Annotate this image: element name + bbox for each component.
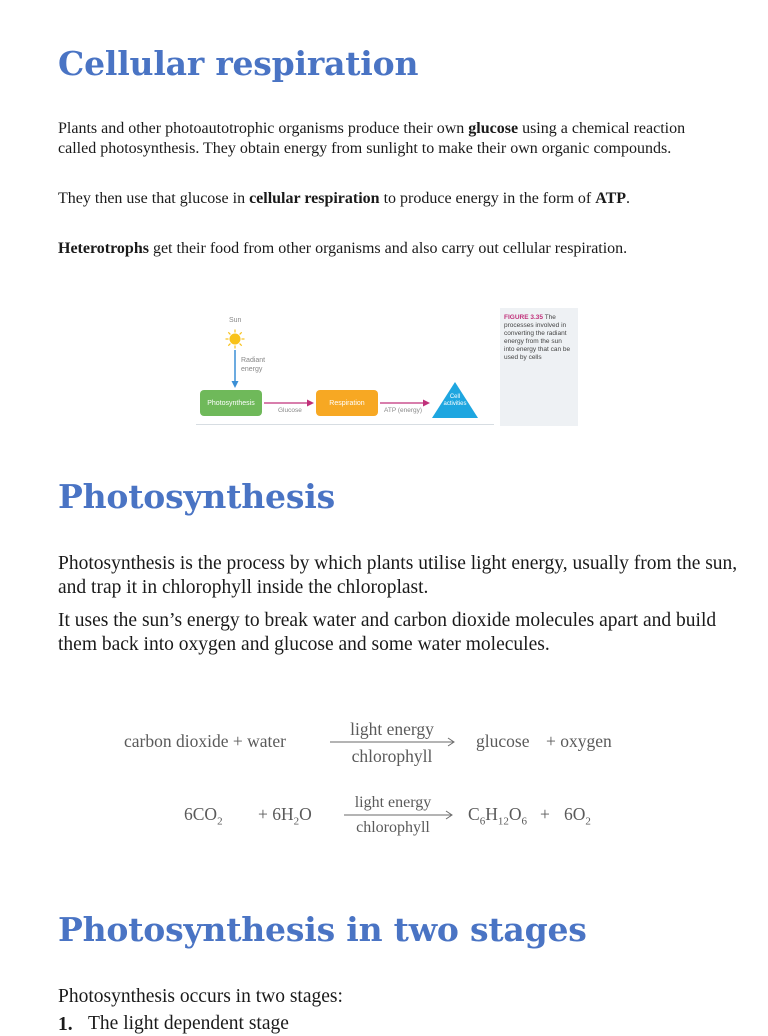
caption-text: The processes involved in converting the radiant energy from the sun into energy that can be used by cells: [504, 314, 571, 361]
text: H: [485, 804, 498, 824]
bold-atp: ATP: [595, 190, 627, 207]
heading-photosynthesis-two-stages: Photosynthesis in two stages: [58, 910, 587, 949]
glucose-label: Glucose: [278, 407, 302, 414]
cell-activities-label: [439, 394, 471, 408]
text: Plants and other photoautotrophic organisms produce their own: [58, 120, 469, 137]
chem-equation-o2: [564, 804, 591, 828]
subscript: 12: [497, 815, 509, 828]
paragraph-sun-energy: It uses the sun’s energy to break water and carbon dioxide molecules apart and build them back into oxygen and glucose and some water molecules.: [58, 610, 717, 655]
subscript: 2: [217, 815, 223, 828]
divider: [196, 424, 494, 425]
text: O: [508, 804, 522, 824]
heading-cellular-respiration: Cellular respiration: [58, 44, 419, 83]
word-equation-reactants: carbon dioxide + water: [124, 731, 286, 751]
photosynthesis-box: Photosynthesis: [200, 390, 262, 416]
sun-icon: [225, 329, 245, 349]
list-number: 1.: [58, 1014, 73, 1035]
respiration-box: Respiration: [316, 390, 378, 416]
text: 6CO: [184, 804, 218, 824]
subscript: 6: [479, 815, 486, 828]
subscript: 6: [521, 815, 527, 828]
chem-equation-condition-bottom: chlorophyll: [356, 819, 430, 836]
heading-photosynthesis: Photosynthesis: [58, 477, 335, 516]
paragraph-two-stages: Photosynthesis occurs in two stages:: [58, 986, 343, 1007]
text: They then use that glucose in: [58, 190, 250, 207]
subscript: 2: [293, 815, 300, 828]
chem-equation-glucose: [468, 804, 527, 828]
chem-equation-plus: +: [540, 804, 550, 824]
text: to produce energy in the form of: [379, 190, 596, 207]
atp-energy-label: ATP (energy): [384, 407, 423, 414]
text: Radiant: [241, 357, 266, 364]
chem-equation-h2o: [258, 804, 312, 828]
text: Cell: [449, 394, 461, 400]
paragraph-photosynthesis-definition: Photosynthesis is the process by which plants utilise light energy, usually from the sun, and trap it in chlorophyll inside the chloroplast.: [58, 553, 738, 598]
list-item-light-dependent: The light dependent stage: [88, 1013, 289, 1034]
paragraph-photoautotrophs: [58, 119, 708, 159]
text: activities: [443, 401, 467, 407]
figure-number: FIGURE 3.35: [504, 314, 544, 321]
chem-equation-condition-top: light energy: [354, 794, 432, 811]
word-equation-oxygen: + oxygen: [546, 731, 612, 751]
text: .: [626, 190, 631, 207]
bold-glucose: glucose: [468, 120, 519, 137]
radiant-energy-label: [241, 356, 265, 374]
bold-heterotrophs: Heterotrophs: [58, 240, 149, 257]
word-equation-condition-bottom: chlorophyll: [351, 746, 433, 766]
energy-flow-figure: [192, 306, 580, 426]
text: 6O: [564, 804, 586, 824]
text: using a chemical reaction called photosynthesis. They obtain energy from sunlight to make their own organic compounds.: [58, 120, 686, 157]
sun-label: Sun: [229, 317, 242, 324]
text: get their food from other organisms and also carry out cellular respiration.: [148, 240, 628, 257]
text: C: [468, 804, 480, 824]
paragraph-heterotrophs: [58, 239, 708, 259]
word-equation-glucose: glucose: [476, 731, 530, 751]
text: O: [299, 804, 312, 824]
text: + 6H: [258, 804, 294, 824]
chem-equation-co2: [184, 804, 223, 828]
figure-caption: [500, 308, 578, 426]
word-equation-condition-top: light energy: [350, 719, 434, 739]
bold-cellular-respiration: cellular respiration: [249, 190, 380, 207]
text: energy: [241, 366, 263, 373]
subscript: 2: [585, 815, 591, 828]
paragraph-glucose-use: [58, 189, 708, 209]
down-arrow-icon: [230, 350, 240, 388]
